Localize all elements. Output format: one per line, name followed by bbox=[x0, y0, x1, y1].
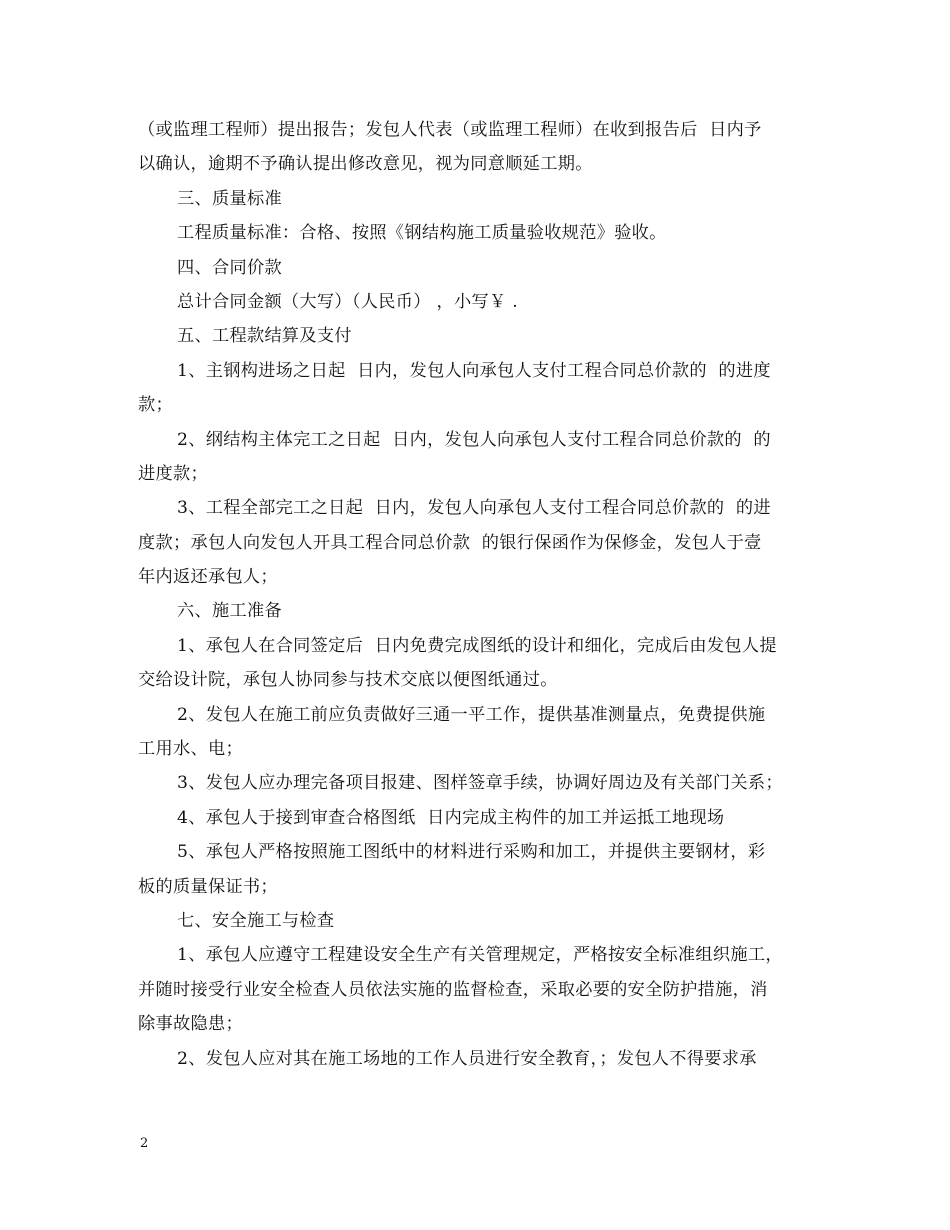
section-heading: 五、工程款结算及支付 bbox=[177, 326, 352, 347]
page-number: 2 bbox=[140, 1136, 149, 1151]
text-line: 工程质量标准：合格、按照《钢结构施工质量验收规范》验收。 bbox=[177, 223, 667, 244]
text-line: 交给设计院，承包人协同参与技术交底以便图纸通过。 bbox=[138, 670, 558, 691]
document-body bbox=[138, 113, 814, 1076]
section-heading: 七、安全施工与检查 bbox=[177, 910, 335, 931]
text-line: 款； bbox=[138, 395, 173, 416]
text-line: 1、主钢构进场之日起 日内，发包人向承包人支付工程合同总价款的 的进度 bbox=[177, 360, 771, 381]
text-line: 年内返还承包人； bbox=[138, 567, 278, 588]
text-line: 4、承包人于接到审查合格图纸 日内完成主构件的加工并运抵工地现场 bbox=[177, 807, 725, 828]
text-line: 1、承包人在合同签定后 日内免费完成图纸的设计和细化，完成后由发包人提 bbox=[177, 635, 777, 656]
section-heading: 三、质量标准 bbox=[177, 188, 282, 209]
text-line: 并随时接受行业安全检查人员依法实施的监督检查，采取必要的安全防护措施，消 bbox=[138, 979, 768, 1000]
text-line: 板的质量保证书； bbox=[138, 876, 278, 897]
section-heading: 四、合同价款 bbox=[177, 257, 282, 278]
text-line: 除事故隐患； bbox=[138, 1014, 243, 1035]
text-line: 5、承包人严格按照施工图纸中的材料进行采购和加工，并提供主要钢材，彩 bbox=[177, 842, 766, 863]
text-line: 3、发包人应办理完备项目报建、图样签章手续，协调好周边及有关部门关系； bbox=[177, 773, 783, 794]
text-line: 2、发包人应对其在施工场地的工作人员进行安全教育，；发包人不得要求承 bbox=[177, 1048, 757, 1069]
text-line: 工用水、电； bbox=[138, 739, 243, 760]
text-line: 2、发包人在施工前应负责做好三通一平工作，提供基准测量点，免费提供施 bbox=[177, 704, 766, 725]
text-line: 总计合同金额（大写）（人民币） ，小写￥ . bbox=[177, 291, 518, 312]
text-line: （或监理工程师）提出报告；发包人代表（或监理工程师）在收到报告后 日内予 bbox=[138, 120, 762, 140]
text-line: 1、承包人应遵守工程建设安全生产有关管理规定，严格按安全标准组织施工， bbox=[177, 945, 783, 966]
section-heading: 六、施工准备 bbox=[177, 601, 282, 622]
text-line: 2、纲结构主体完工之日起 日内，发包人向承包人支付工程合同总价款的 的 bbox=[177, 429, 771, 450]
text-line: 进度款； bbox=[138, 463, 208, 484]
text-line: 以确认，逾期不予确认提出修改意见，视为同意顺延工期。 bbox=[138, 154, 593, 175]
text-line: 度款；承包人向发包人开具工程合同总价款 的银行保函作为保修金，发包人于壹 bbox=[138, 532, 762, 553]
text-line: 3、工程全部完工之日起 日内，发包人向承包人支付工程合同总价款的 的进 bbox=[177, 498, 771, 519]
